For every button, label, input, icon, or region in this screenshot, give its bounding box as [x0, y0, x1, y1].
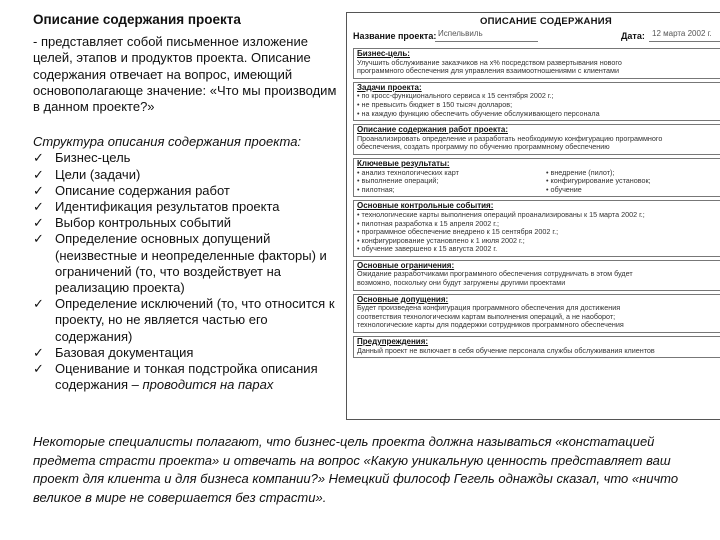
structure-list — [33, 150, 338, 393]
form-header-row — [353, 29, 720, 45]
list-item: ✓ Бизнес-цель — [33, 150, 131, 166]
list-item: ✓ Идентификация результатов проекта — [33, 199, 280, 215]
work-scope-section: Описание содержания работ проекта: Проанализировать определение и разработать необходимую конфигурацию программного обеспечения, создать программу по обучению программному обеспечению — [353, 124, 720, 155]
date-value: 12 марта 2002 г. — [649, 29, 720, 42]
slide-title: Описание содержания проекта — [33, 12, 241, 27]
check-icon: ✓ — [33, 150, 44, 166]
list-item: ✓ Определение основных допущений (неизвестные и неопределенные факторы) и ограничений (то, что воздействует на реализацию проекта) — [33, 231, 327, 296]
project-name-label: Название проекта: — [353, 31, 437, 41]
list-item: ✓ Определение исключений (то, что относится к проекту, но не является частью его содержания) — [33, 296, 335, 344]
scope-statement-form — [346, 12, 720, 420]
bottom-paragraph: Некоторые специалисты полагают, что бизнес-цель проекта должна называться «констатацией предмета страсти проекта» и отвечать на вопрос «Какую уникальную ценность представляет ваш проект для клиента и для бизнеса компании?» Немецкий философ Гегель однажды сказал, что «ничто великое в мире не совершается без страсти». — [33, 434, 679, 505]
form-title: ОПИСАНИЕ СОДЕРЖАНИЯ — [479, 16, 613, 27]
intro-text: - представляет собой письменное изложение целей, этапов и продуктов проекта. Описание содержания отвечает на вопрос, имеющий основополагающе значение: «Что мы производим в данном проекте?» — [33, 34, 337, 115]
project-name-value: Испельвиль — [435, 29, 538, 42]
structure-heading: Структура описания содержания проекта: — [33, 134, 302, 150]
list-item: ✓ Цели (задачи) — [33, 166, 141, 182]
list-item: ✓ Описание содержания работ — [33, 182, 230, 198]
check-icon: ✓ — [33, 231, 44, 247]
check-icon: ✓ — [33, 182, 44, 198]
warnings-section: Предупреждения: Данный проект не включает в себя обучение персонала службы обслуживания клиентов — [353, 336, 720, 358]
date-label: Дата: — [621, 31, 645, 41]
check-icon: ✓ — [33, 166, 44, 182]
check-icon: ✓ — [33, 215, 44, 231]
assumptions-section: Основные допущения: Будет произведена конфигурация программного обеспечения для достижения соответствия технологическим картам выполнения операций, а не наоборот; технологические карты для поддержки сотрудников программного обеспечения — [353, 294, 720, 333]
check-icon: ✓ — [33, 344, 44, 360]
check-icon: ✓ — [33, 296, 44, 312]
list-item: ✓ Базовая документация — [33, 344, 194, 360]
constraints-section: Основные ограничения: Ожидание разработчиками программного обеспечения сотрудничать в этом будет возможно, поскольку они будут загружены другими проектами — [353, 260, 720, 291]
key-results-section: Ключевые результаты: • анализ технологических карт • выполнение операций; • пилотная; • внедрение (пилот); • конфигурирование установок; • обучение — [353, 158, 720, 197]
list-item: ✓ Выбор контрольных событий — [33, 215, 232, 231]
left-column — [33, 12, 338, 393]
project-objectives-section: Задачи проекта: • по кросс-функционального сервиса к 15 сентября 2002 г.; • не превысить бюджет в 150 тысяч долларов; • на каждую функцию обеспечить обучение обслуживающего персонала — [353, 82, 720, 121]
list-item: ✓ Оценивание и тонкая подстройка описания содержания – проводится на парах — [33, 361, 318, 393]
milestones-section: Основные контрольные события: • технологические карты выполнения операций проанализированы к 15 марта 2002 г.; • пилотная разработка к 15 апреля 2002 г.; • программное обеспечение внедрено к 15 сентября 2002 г.; • конфигурирование установлено к 1 июля 2002 г.; • обучение завершено к 15 августа 2002 г. — [353, 200, 720, 257]
check-icon: ✓ — [33, 361, 44, 377]
check-icon: ✓ — [33, 199, 44, 215]
business-goal-section: Бизнес-цель: Улучшить обслуживание заказчиков на x% посредством развертывания нового программного обеспечения для управления взаимоотношениями с клиентами — [353, 48, 720, 79]
